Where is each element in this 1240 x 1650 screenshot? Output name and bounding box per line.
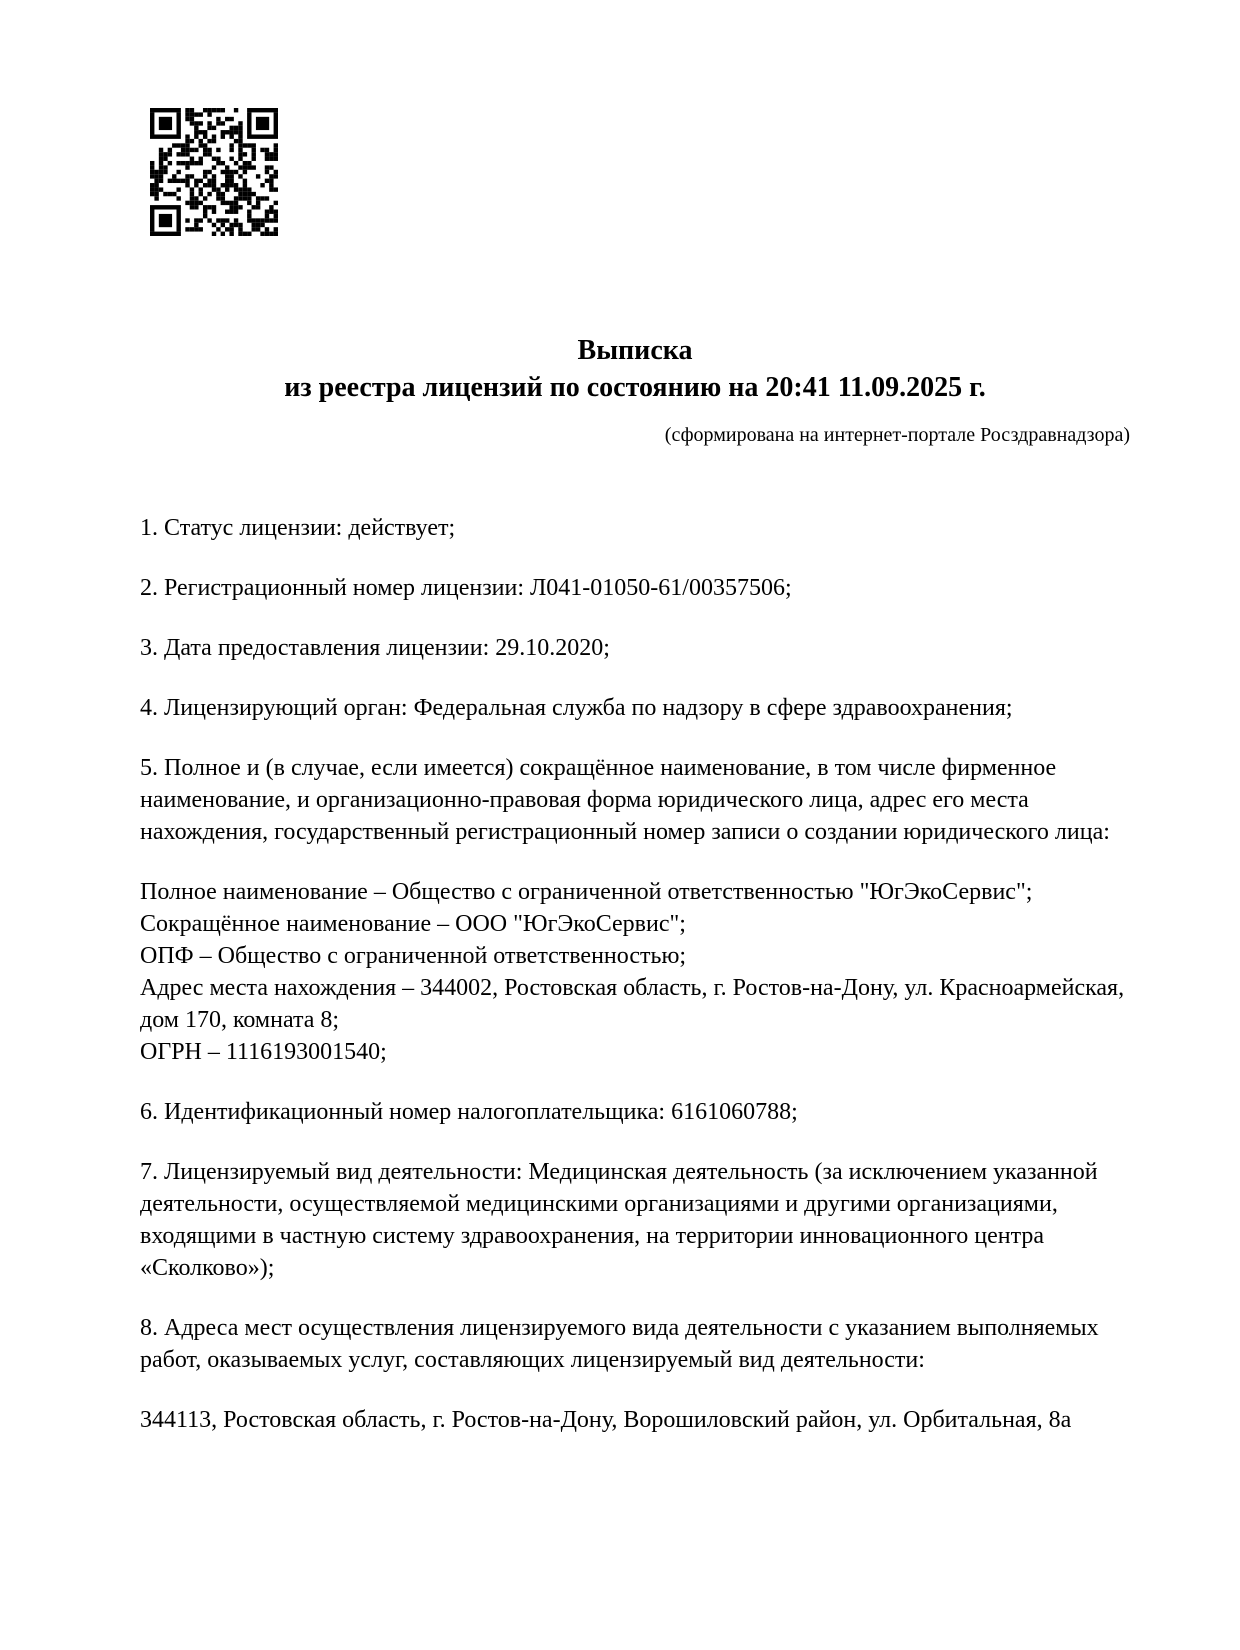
entity-intro-text: 5. Полное и (в случае, если имеется) сокращённое наименование, в том числе фирменное наименование, и организационно-правовая форма юридического лица, адрес его места нахождения, государственный регистрационный номер записи о создании юридического лица: (140, 755, 1110, 845)
entity-ogrn: ОГРН – 1116193001540; (140, 1039, 387, 1065)
paragraph-license-status (140, 512, 1130, 544)
paragraph-entity-intro (140, 752, 1130, 848)
paragraph-inn (140, 1096, 1130, 1128)
document-title (140, 332, 1130, 406)
licensed-activity-text: 7. Лицензируемый вид деятельности: Медицинская деятельность (за исключением указанной деятельности, осуществляемой медицинскими организациями и другими организациями, входящими в частную систему здравоохранения, на территории инновационного центра «Сколково»); (140, 1159, 1098, 1281)
paragraph-licensing-authority (140, 692, 1130, 724)
document-title-line1: Выписка (577, 335, 693, 366)
inn-text: 6. Идентификационный номер налогоплательщика: 6161060788; (140, 1099, 798, 1125)
licensing-authority-text: 4. Лицензирующий орган: Федеральная служба по надзору в сфере здравоохранения; (140, 695, 1013, 721)
activity-addresses-intro-text: 8. Адреса мест осуществления лицензируемого вида деятельности с указанием выполняемых работ, оказываемых услуг, составляющих лицензируемый вид деятельности: (140, 1315, 1099, 1373)
grant-date-text: 3. Дата предоставления лицензии: 29.10.2020; (140, 635, 610, 661)
entity-address: Адрес места нахождения – 344002, Ростовская область, г. Ростов-на-Дону, ул. Красноармейская, дом 170, комната 8; (140, 975, 1125, 1033)
document-title-line2: из реестра лицензий по состоянию на 20:41 11.09.2025 г. (284, 372, 986, 403)
registration-number-text: 2. Регистрационный номер лицензии: Л041-01050-61/00357506; (140, 575, 792, 601)
activity-address-text: 344113, Ростовская область, г. Ростов-на-Дону, Ворошиловский район, ул. Орбитальная, 8а (140, 1407, 1072, 1433)
paragraph-activity-addresses-intro (140, 1312, 1130, 1376)
qr-code (150, 108, 278, 236)
paragraph-entity-details (140, 876, 1130, 1068)
paragraph-grant-date (140, 632, 1130, 664)
license-status-text: 1. Статус лицензии: действует; (140, 515, 456, 541)
qr-code-image (150, 108, 278, 236)
document-body (140, 512, 1130, 1436)
entity-full-name: Полное наименование – Общество с ограниченной ответственностью "ЮгЭкоСервис"; (140, 879, 1033, 905)
generation-note: (сформирована на интернет-портале Росздравнадзора) (664, 424, 1130, 446)
entity-legal-form: ОПФ – Общество с ограниченной ответственностью; (140, 943, 687, 969)
paragraph-licensed-activity (140, 1156, 1130, 1284)
paragraph-registration-number (140, 572, 1130, 604)
paragraph-activity-address (140, 1404, 1130, 1436)
entity-short-name: Сокращённое наименование – ООО "ЮгЭкоСервис"; (140, 911, 686, 937)
